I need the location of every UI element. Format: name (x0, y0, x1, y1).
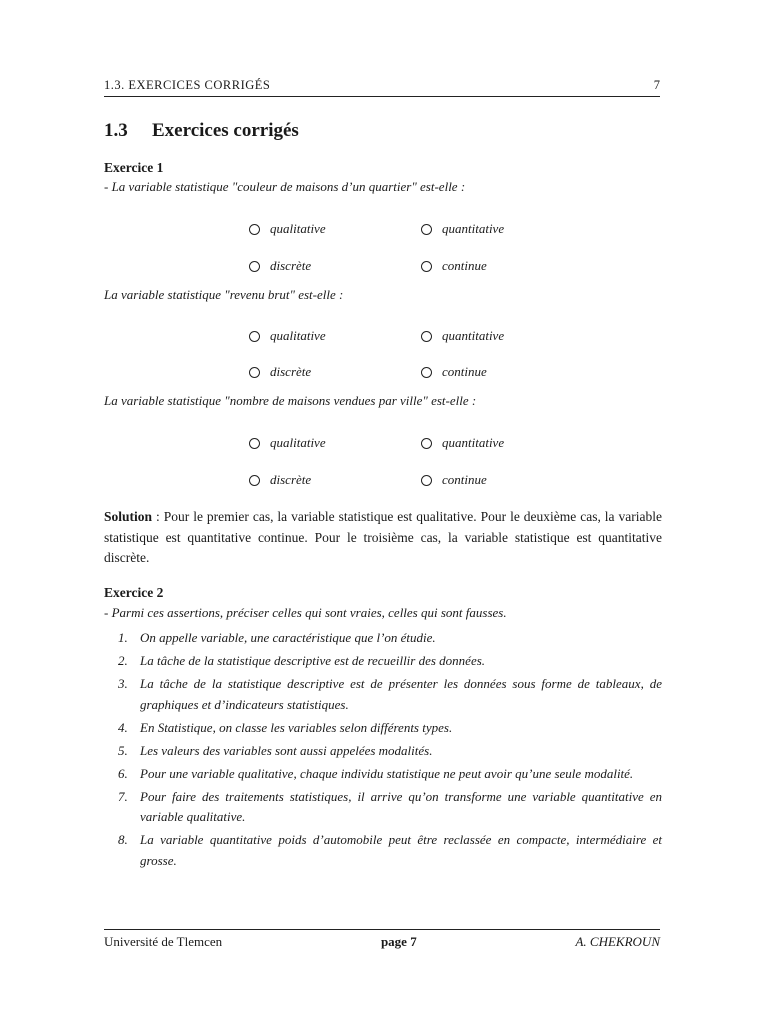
option-label: qualitative (270, 328, 326, 343)
item-text: Les valeurs des variables sont aussi appelées modalités. (140, 742, 433, 758)
item-number: 8. (118, 832, 128, 847)
option-continuous-3[interactable] (421, 472, 487, 488)
radio-circle-icon[interactable] (421, 224, 432, 235)
option-qualitative-3[interactable] (249, 435, 326, 451)
option-label: discrète (270, 472, 312, 487)
option-label: qualitative (270, 221, 326, 236)
radio-circle-icon[interactable] (421, 475, 432, 486)
option-continuous-1[interactable] (421, 258, 487, 274)
radio-circle-icon[interactable] (421, 331, 432, 342)
item-text: La tâche de la statistique descriptive est de recueillir des données. (140, 653, 486, 668)
radio-circle-icon[interactable] (249, 261, 260, 272)
item-number: 5. (118, 742, 128, 758)
option-discrete-1[interactable] (249, 258, 311, 274)
running-header-page: 7 (653, 78, 660, 92)
footer-university: Université de Tlemcen (104, 934, 223, 949)
item-number: 6. (118, 765, 128, 781)
list-item (104, 651, 662, 672)
assertion-list (104, 628, 662, 874)
option-label: quantitative (442, 221, 505, 236)
option-quantitative-3[interactable] (421, 435, 504, 451)
list-item (104, 830, 662, 871)
option-quantitative-1[interactable] (421, 221, 504, 237)
exercise-1-title: Exercice 1 (104, 160, 164, 175)
footer-page-number: page 7 (380, 934, 417, 949)
exercise-1-question-3: La variable statistique "nombre de maisons vendues par ville" est-elle : (104, 393, 477, 408)
option-label: quantitative (442, 328, 505, 343)
option-label: discrète (270, 258, 312, 273)
option-discrete-2[interactable] (249, 364, 311, 380)
footer-divider (104, 929, 660, 930)
solution-label: Solution (104, 509, 153, 524)
option-qualitative-1[interactable] (249, 221, 326, 237)
item-text: En Statistique, on classe les variables selon différents types. (140, 719, 453, 735)
option-label: continue (442, 258, 487, 273)
exercise-1-question-1: - La variable statistique "couleur de maisons d’un quartier" est-elle : (104, 179, 466, 194)
option-label: discrète (270, 364, 312, 379)
page-footer (104, 934, 660, 950)
radio-circle-icon[interactable] (249, 367, 260, 378)
option-label: continue (442, 472, 487, 487)
item-number: 4. (118, 719, 128, 735)
running-header-title: 1.3. EXERCICES CORRIGÉS (104, 78, 271, 92)
exercise-2-title: Exercice 2 (104, 585, 164, 600)
option-label: qualitative (270, 435, 326, 450)
radio-circle-icon[interactable] (421, 261, 432, 272)
list-item (104, 764, 662, 785)
option-qualitative-2[interactable] (249, 328, 326, 344)
option-label: quantitative (442, 435, 505, 450)
option-quantitative-2[interactable] (421, 328, 504, 344)
item-text: On appelle variable, une caractéristique que l’on étudie. (140, 630, 436, 645)
item-number: 3. (118, 676, 128, 691)
radio-circle-icon[interactable] (421, 367, 432, 378)
item-text: Pour faire des traitements statistiques, il arrive qu’on transforme une variable quantitative en variable qualitative. (140, 788, 662, 824)
item-text: La tâche de la statistique descriptive est de présenter les données sous forme de tableaux, de graphiques et d’indicateurs statistiques. (140, 676, 662, 712)
list-item (104, 787, 662, 828)
exercise-1-question-2: La variable statistique "revenu brut" est-elle : (104, 287, 344, 302)
section-heading (104, 120, 299, 142)
item-number: 1. (118, 630, 128, 645)
list-item (104, 718, 662, 739)
solution-text: : Pour le premier cas, la variable statistique est qualitative. Pour le deuxième cas, la variable statistique est quantitative continue. Pour le troisième cas, la variable statistique est quantitative discrète. (104, 509, 662, 565)
option-continuous-2[interactable] (421, 364, 487, 380)
item-number: 2. (118, 653, 128, 668)
radio-circle-icon[interactable] (421, 438, 432, 449)
list-item (104, 628, 662, 649)
footer-author: A. CHEKROUN (575, 934, 660, 949)
exercise-2-intro: - Parmi ces assertions, préciser celles qui sont vraies, celles qui sont fausses. (104, 605, 507, 620)
radio-circle-icon[interactable] (249, 224, 260, 235)
item-text: La variable quantitative poids d’automobile peut être reclassée en compacte, intermédiaire et grosse. (140, 832, 662, 868)
list-item (104, 674, 662, 715)
item-text: Pour une variable qualitative, chaque individu statistique ne peut avoir qu’une seule modalité. (140, 765, 634, 781)
radio-circle-icon[interactable] (249, 475, 260, 486)
running-header (104, 78, 660, 97)
radio-circle-icon[interactable] (249, 331, 260, 342)
option-label: continue (442, 364, 487, 379)
option-discrete-3[interactable] (249, 472, 311, 488)
section-number: 1.3 (104, 120, 128, 141)
section-title: Exercices corrigés (152, 120, 299, 141)
solution-paragraph (104, 507, 662, 569)
item-number: 7. (118, 788, 128, 804)
list-item (104, 741, 662, 762)
radio-circle-icon[interactable] (249, 438, 260, 449)
